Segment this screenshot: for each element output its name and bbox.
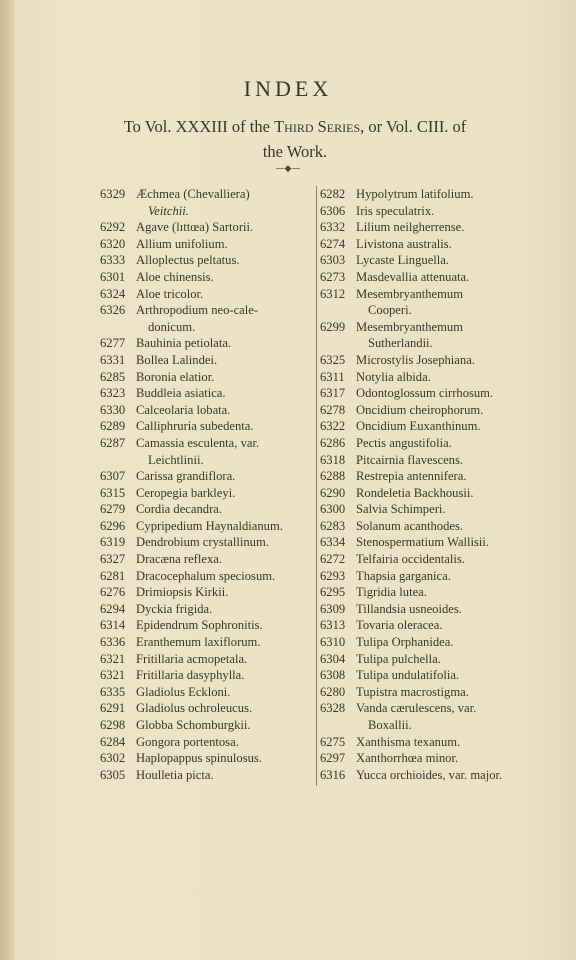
species-name: Gongora portentosa. bbox=[136, 734, 239, 749]
column-divider bbox=[316, 186, 317, 786]
index-entry bbox=[320, 634, 540, 651]
index-entry bbox=[100, 186, 312, 219]
index-entry bbox=[320, 700, 540, 733]
plate-number: 6296 bbox=[100, 518, 126, 533]
plate-number: 6324 bbox=[100, 286, 126, 301]
plate-number: 6327 bbox=[100, 552, 126, 567]
species-name: Thapsia garganica. bbox=[356, 568, 451, 583]
plate-number: 6290 bbox=[320, 485, 346, 500]
index-entry bbox=[100, 385, 312, 402]
plate-number: 6311 bbox=[320, 369, 345, 384]
index-entry bbox=[320, 767, 540, 784]
index-entry bbox=[320, 601, 540, 618]
plate-number: 6294 bbox=[100, 601, 126, 616]
species-name: Oncidium Euxanthinum. bbox=[356, 419, 481, 434]
index-entry bbox=[100, 684, 312, 701]
plate-number: 6315 bbox=[100, 485, 126, 500]
species-name: Epidendrum Sophronitis. bbox=[136, 618, 263, 633]
index-entry bbox=[100, 584, 312, 601]
index-entry bbox=[320, 501, 540, 518]
plate-number: 6332 bbox=[320, 220, 346, 235]
species-name: Buddleia asiatica. bbox=[136, 386, 226, 401]
ornament-divider: —◆— bbox=[275, 164, 301, 174]
plate-number: 6301 bbox=[100, 269, 126, 284]
index-entry bbox=[100, 485, 312, 502]
plate-number: 6320 bbox=[100, 236, 126, 251]
index-entry bbox=[320, 269, 540, 286]
plate-number: 6325 bbox=[320, 352, 346, 367]
index-entry bbox=[100, 352, 312, 369]
index-entry bbox=[320, 534, 540, 551]
plate-number: 6312 bbox=[320, 286, 346, 301]
species-name: Bollea Lalindei. bbox=[136, 352, 218, 367]
species-name: Mesembryanthemum bbox=[356, 286, 464, 301]
species-name: Pitcairnia flavescens. bbox=[356, 452, 464, 467]
index-entry bbox=[100, 518, 312, 535]
index-entry bbox=[100, 717, 312, 734]
species-name: Microstylis Josephiana. bbox=[356, 352, 475, 367]
species-name: Livistona australis. bbox=[356, 236, 452, 251]
index-entry bbox=[320, 684, 540, 701]
plate-number: 6298 bbox=[100, 718, 126, 732]
index-entry bbox=[100, 601, 312, 618]
index-entry bbox=[100, 302, 312, 335]
species-name: Globba Schomburgkii. bbox=[136, 718, 251, 732]
species-name: Calliphruria subedenta. bbox=[136, 419, 254, 434]
plate-number: 6277 bbox=[100, 336, 126, 351]
species-name-continuation: Veitchii. bbox=[148, 203, 189, 218]
plate-number: 6314 bbox=[100, 618, 126, 633]
plate-number: 6322 bbox=[320, 419, 346, 434]
plate-number: 6317 bbox=[320, 386, 346, 401]
plate-number: 6300 bbox=[320, 502, 346, 517]
species-name: Tigridia lutea. bbox=[356, 585, 427, 600]
plate-number: 6326 bbox=[100, 303, 126, 318]
species-name: Cypripedium Haynaldianum. bbox=[136, 518, 283, 533]
species-name: Xanthorrhœa minor. bbox=[356, 751, 459, 766]
page-subtitle bbox=[60, 114, 530, 164]
index-entry bbox=[320, 617, 540, 634]
plate-number: 6276 bbox=[100, 585, 126, 600]
plate-number: 6331 bbox=[100, 352, 126, 367]
species-name: Cordia decandra. bbox=[136, 502, 223, 517]
index-entry bbox=[320, 352, 540, 369]
index-entry bbox=[100, 402, 312, 419]
species-name: Tulipa pulchella. bbox=[356, 651, 441, 666]
species-name: Tulipa Orphanidea. bbox=[356, 635, 454, 650]
index-entry bbox=[320, 452, 540, 469]
plate-number: 6310 bbox=[320, 635, 346, 650]
plate-number: 6313 bbox=[320, 618, 346, 633]
index-column-right bbox=[320, 186, 540, 783]
index-entry bbox=[100, 252, 312, 269]
species-name: Odontoglossum cirrhosum. bbox=[356, 386, 494, 401]
species-name: Alloplectus peltatus. bbox=[136, 253, 240, 268]
species-name: Hypolytrum latifolium. bbox=[356, 187, 474, 201]
species-name: Fritillaria acmopetala. bbox=[136, 651, 248, 666]
plate-number: 6274 bbox=[320, 236, 346, 251]
species-name-continuation: Boxallii. bbox=[368, 718, 412, 732]
index-entry bbox=[320, 568, 540, 585]
index-entry bbox=[320, 734, 540, 751]
subtitle-series: Third Series bbox=[274, 117, 361, 136]
index-entry bbox=[320, 369, 540, 386]
plate-number: 6273 bbox=[320, 269, 346, 284]
species-name: Agave (lıttœa) Sartorii. bbox=[136, 220, 254, 235]
index-entry bbox=[320, 667, 540, 684]
species-name: Eranthemum laxiflorum. bbox=[136, 635, 261, 650]
species-name: Telfairia occidentalis. bbox=[356, 552, 465, 567]
plate-number: 6287 bbox=[100, 435, 126, 450]
species-name: Restrepia antennifera. bbox=[356, 469, 467, 484]
subtitle-prefix: To Vol. XXXIII of the bbox=[123, 117, 275, 136]
species-name: Ceropegia barkleyi. bbox=[136, 485, 236, 500]
species-name: Dyckia frigida. bbox=[136, 601, 213, 616]
plate-number: 6286 bbox=[320, 435, 346, 450]
species-name: Notylia albida. bbox=[356, 369, 431, 384]
plate-number: 6328 bbox=[320, 701, 346, 716]
plate-number: 6280 bbox=[320, 684, 346, 699]
index-entry bbox=[100, 651, 312, 668]
plate-number: 6333 bbox=[100, 253, 126, 268]
plate-number: 6278 bbox=[320, 402, 346, 417]
plate-number: 6308 bbox=[320, 668, 346, 683]
species-name: Iris speculatrix. bbox=[356, 203, 435, 218]
index-entry bbox=[100, 634, 312, 651]
index-entry bbox=[100, 369, 312, 386]
plate-number: 6336 bbox=[100, 635, 126, 650]
index-entry bbox=[320, 418, 540, 435]
plate-number: 6275 bbox=[320, 734, 346, 749]
species-name: Tupistra macrostigma. bbox=[356, 684, 469, 699]
plate-number: 6316 bbox=[320, 767, 346, 782]
plate-number: 6302 bbox=[100, 751, 126, 766]
index-entry bbox=[320, 252, 540, 269]
index-entry bbox=[100, 236, 312, 253]
index-entry bbox=[100, 534, 312, 551]
index-entry bbox=[320, 468, 540, 485]
plate-number: 6318 bbox=[320, 452, 346, 467]
plate-number: 6309 bbox=[320, 601, 346, 616]
index-entry bbox=[100, 269, 312, 286]
species-name: Lycaste Linguella. bbox=[356, 253, 450, 268]
plate-number: 6299 bbox=[320, 319, 346, 334]
plate-number: 6289 bbox=[100, 419, 126, 434]
species-name: Yucca orchioides, var. major. bbox=[356, 767, 503, 782]
species-name: Gladiolus ochroleucus. bbox=[136, 701, 253, 716]
index-entry bbox=[100, 435, 312, 468]
species-name: Carissa grandiflora. bbox=[136, 469, 236, 484]
species-name: Mesembryanthemum bbox=[356, 319, 464, 334]
species-name: Bauhinia petiolata. bbox=[136, 336, 232, 351]
index-entry bbox=[100, 418, 312, 435]
species-name: Vanda cærulescens, var. bbox=[356, 701, 477, 716]
index-entry bbox=[100, 286, 312, 303]
plate-number: 6304 bbox=[320, 651, 346, 666]
species-name: Lilium neilgherrense. bbox=[356, 220, 465, 235]
species-name: Dracocephalum speciosum. bbox=[136, 568, 276, 583]
species-name: Drimiopsis Kirkii. bbox=[136, 585, 229, 600]
species-name: Houlletia picta. bbox=[136, 767, 214, 782]
species-name: Boronia elatior. bbox=[136, 369, 215, 384]
plate-number: 6330 bbox=[100, 402, 126, 417]
species-name: Dracæna reflexa. bbox=[136, 552, 223, 567]
index-entry bbox=[320, 186, 540, 203]
index-entry bbox=[320, 485, 540, 502]
index-entry bbox=[100, 335, 312, 352]
index-entry bbox=[320, 651, 540, 668]
species-name: Aloe tricolor. bbox=[136, 286, 204, 301]
plate-number: 6334 bbox=[320, 535, 346, 550]
species-name: Rondeletia Backhousii. bbox=[356, 485, 474, 500]
index-entry bbox=[100, 734, 312, 751]
plate-number: 6329 bbox=[100, 187, 126, 201]
index-entry bbox=[320, 219, 540, 236]
index-entry bbox=[100, 501, 312, 518]
page-title: INDEX bbox=[243, 76, 333, 101]
species-name-continuation: Leichtlinii. bbox=[148, 452, 204, 467]
index-entry bbox=[320, 435, 540, 452]
species-name: Fritillaria dasyphylla. bbox=[136, 668, 245, 683]
index-entry bbox=[320, 402, 540, 419]
index-entry bbox=[320, 750, 540, 767]
index-entry bbox=[100, 551, 312, 568]
subtitle-middle: , or Vol. CIII. of bbox=[360, 117, 467, 136]
index-entry bbox=[320, 385, 540, 402]
plate-number: 6297 bbox=[320, 751, 346, 766]
plate-number: 6272 bbox=[320, 552, 346, 567]
species-name: Tovaria oleracea. bbox=[356, 618, 443, 633]
species-name: Allium unifolium. bbox=[136, 236, 228, 251]
index-entry bbox=[320, 319, 540, 352]
index-entry bbox=[320, 286, 540, 319]
plate-number: 6279 bbox=[100, 502, 126, 517]
species-name: Dendrobium crystallinum. bbox=[136, 535, 269, 550]
plate-number: 6319 bbox=[100, 535, 126, 550]
index-entry bbox=[320, 518, 540, 535]
index-entry bbox=[100, 468, 312, 485]
index-entry bbox=[320, 584, 540, 601]
plate-number: 6293 bbox=[320, 568, 346, 583]
plate-number: 6295 bbox=[320, 585, 346, 600]
index-entry bbox=[100, 219, 312, 236]
index-entry bbox=[100, 700, 312, 717]
species-name-continuation: donicum. bbox=[148, 319, 196, 334]
plate-number: 6292 bbox=[100, 220, 126, 235]
species-name-continuation: Sutherlandii. bbox=[368, 336, 433, 351]
plate-number: 6303 bbox=[320, 253, 346, 268]
species-name: Salvia Schimperi. bbox=[356, 502, 446, 517]
index-entry bbox=[320, 236, 540, 253]
plate-number: 6321 bbox=[100, 651, 126, 666]
species-name: Stenospermatium Wallisii. bbox=[356, 535, 490, 550]
species-name: Gladiolus Eckloni. bbox=[136, 684, 231, 699]
plate-number: 6321 bbox=[100, 668, 126, 683]
species-name: Aloe chinensis. bbox=[136, 269, 214, 284]
species-name: Calceolaria lobata. bbox=[136, 402, 231, 417]
index-column-left bbox=[100, 186, 312, 783]
plate-number: 6291 bbox=[100, 701, 126, 716]
page-gutter bbox=[0, 0, 14, 960]
species-name: Pectis angustifolia. bbox=[356, 435, 452, 450]
index-entry bbox=[100, 568, 312, 585]
plate-number: 6306 bbox=[320, 203, 346, 218]
species-name: Æchmea (Chevalliera) bbox=[136, 187, 250, 201]
plate-number: 6281 bbox=[100, 568, 126, 583]
species-name-continuation: Cooperi. bbox=[368, 303, 412, 318]
species-name: Xanthisma texanum. bbox=[356, 734, 461, 749]
plate-number: 6284 bbox=[100, 734, 126, 749]
plate-number: 6288 bbox=[320, 469, 346, 484]
species-name: Arthropodium neo-cale- bbox=[136, 303, 259, 318]
plate-number: 6305 bbox=[100, 767, 126, 782]
index-entry bbox=[320, 551, 540, 568]
index-entry bbox=[100, 617, 312, 634]
index-entry bbox=[100, 750, 312, 767]
subtitle-line2: the Work. bbox=[262, 142, 328, 161]
species-name: Masdevallia attenuata. bbox=[356, 269, 470, 284]
species-name: Oncidium cheirophorum. bbox=[356, 402, 484, 417]
plate-number: 6283 bbox=[320, 518, 346, 533]
index-entry bbox=[100, 767, 312, 784]
plate-number: 6323 bbox=[100, 386, 126, 401]
plate-number: 6335 bbox=[100, 684, 126, 699]
species-name: Tulipa undulatifolia. bbox=[356, 668, 460, 683]
plate-number: 6282 bbox=[320, 187, 346, 201]
species-name: Solanum acanthodes. bbox=[356, 518, 464, 533]
index-entry bbox=[320, 203, 540, 220]
plate-number: 6307 bbox=[100, 469, 126, 484]
index-entry bbox=[100, 667, 312, 684]
species-name: Haplopappus spinulosus. bbox=[136, 751, 262, 766]
species-name: Tillandsia usneoides. bbox=[356, 601, 462, 616]
plate-number: 6285 bbox=[100, 369, 126, 384]
species-name: Camassia esculenta, var. bbox=[136, 435, 260, 450]
